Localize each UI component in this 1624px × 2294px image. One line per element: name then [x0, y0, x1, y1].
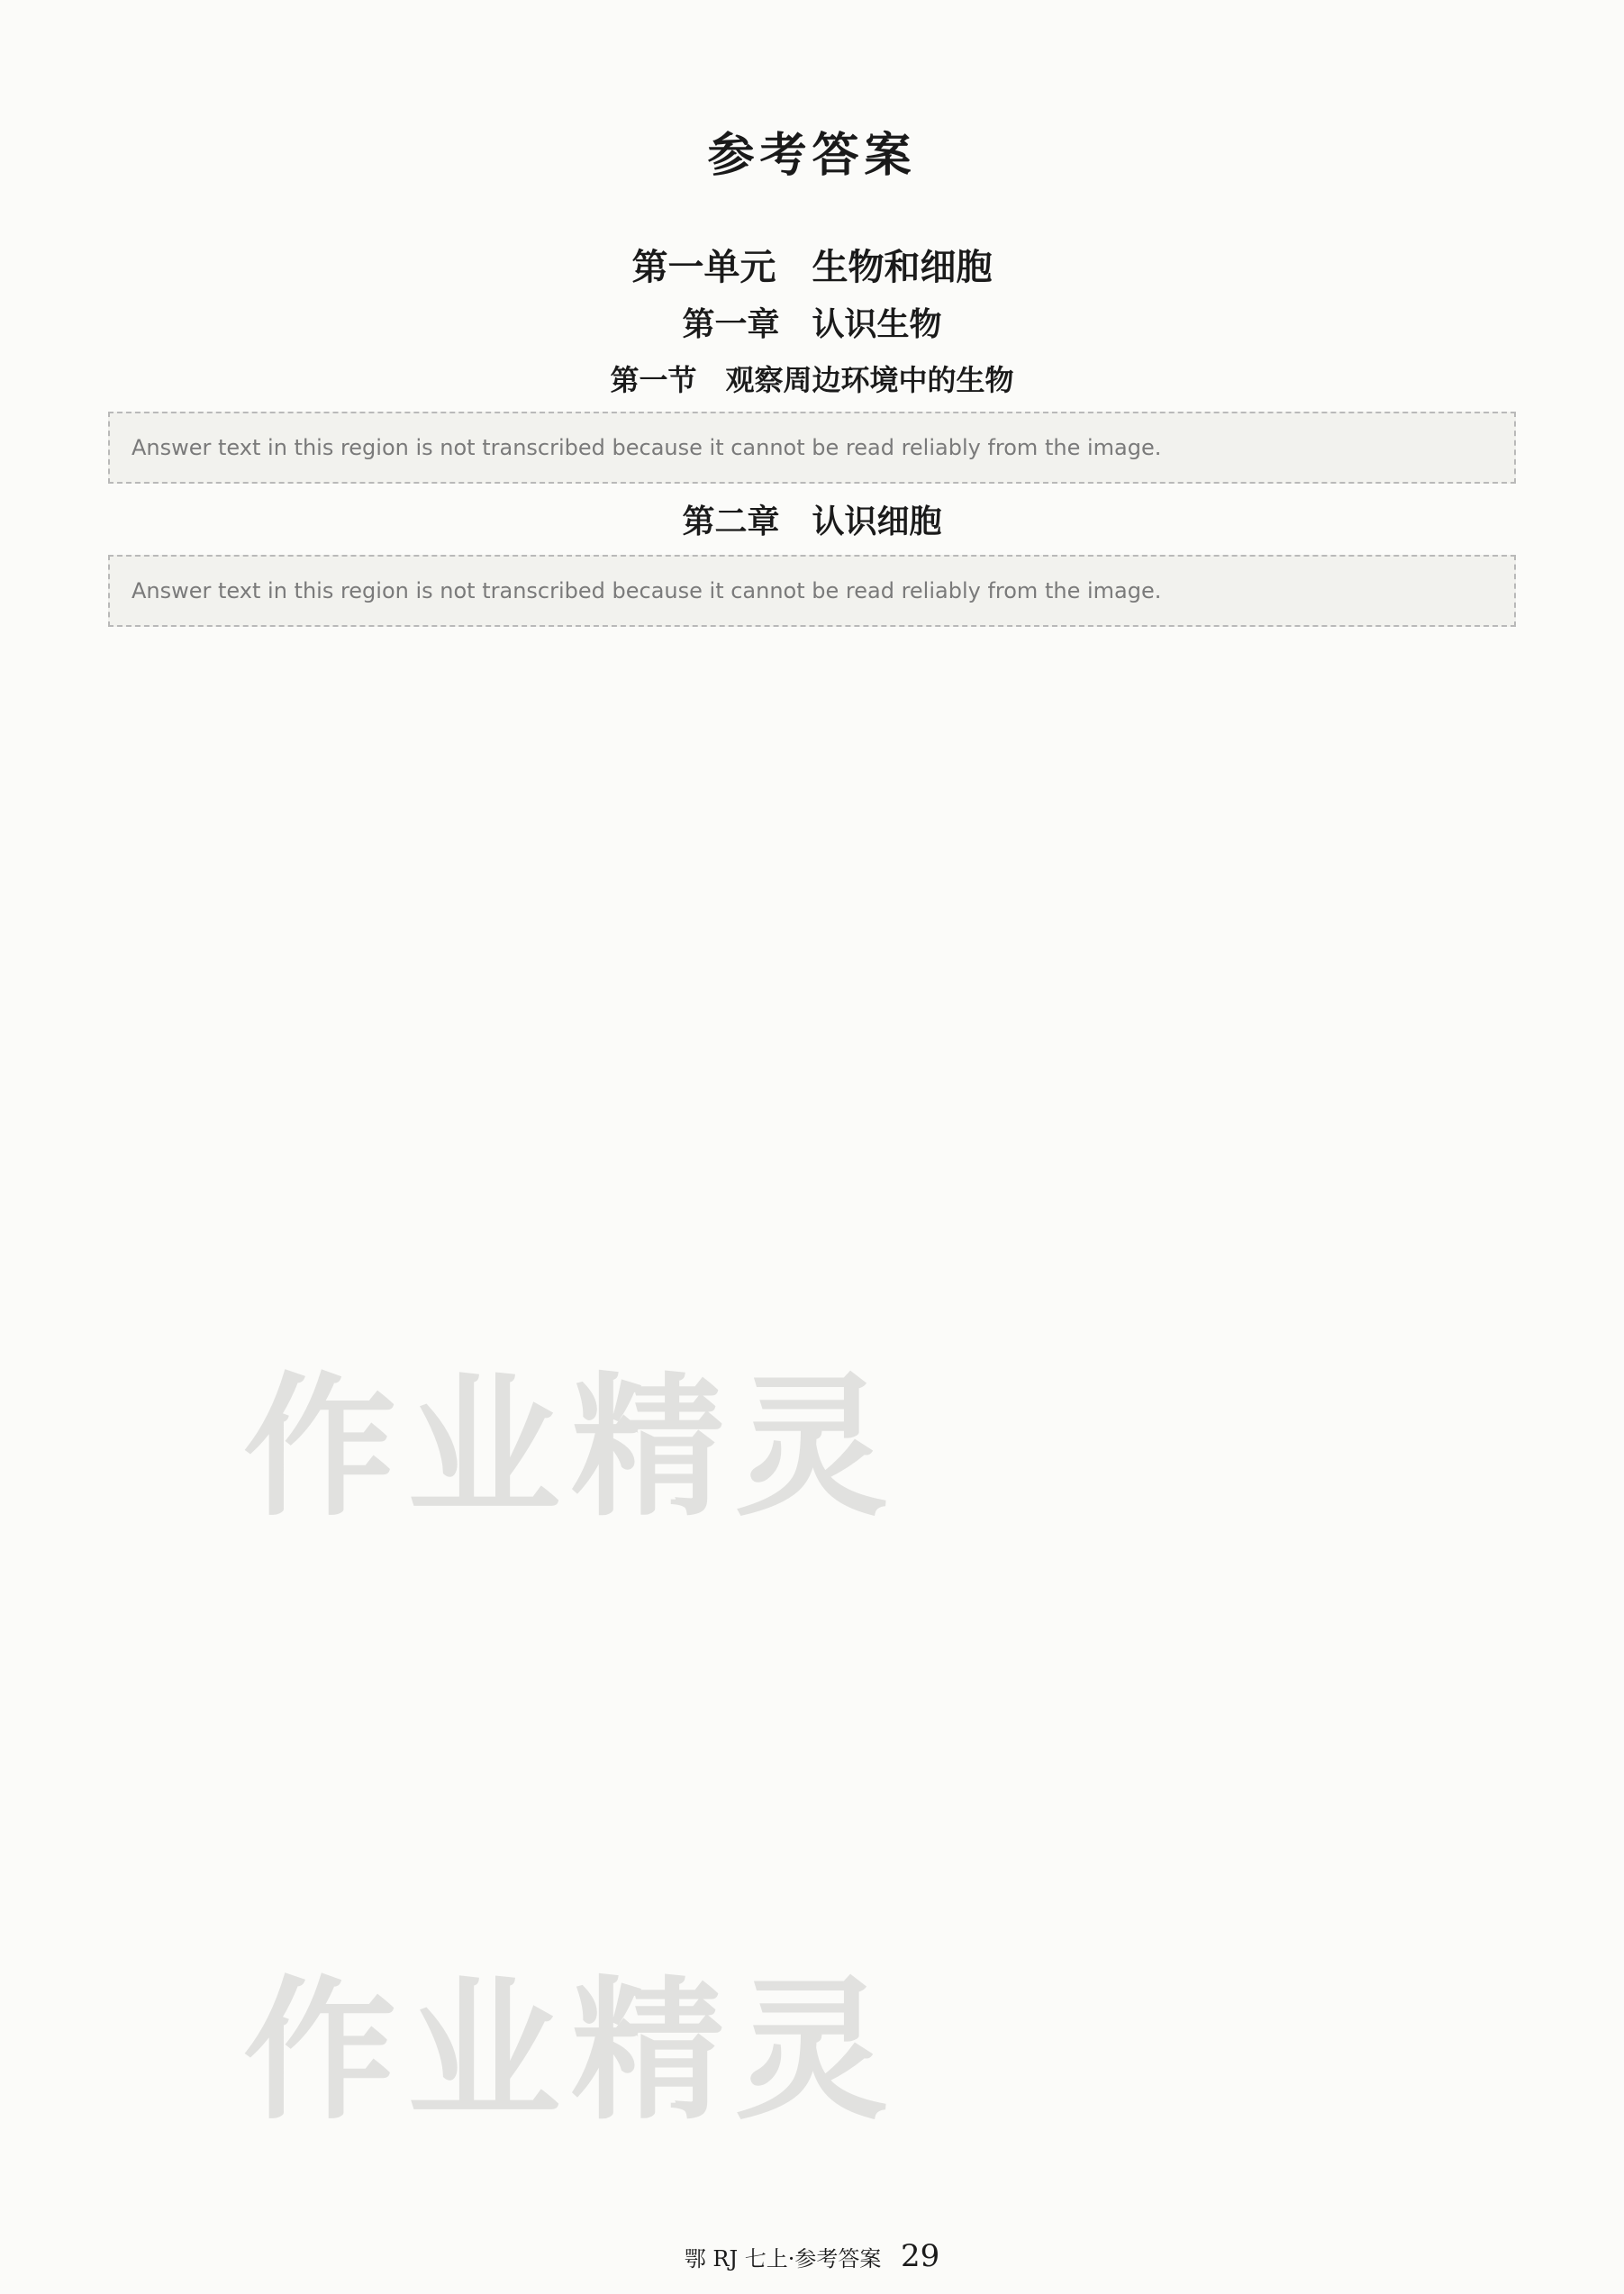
chapter-2-title: 第二章 认识细胞: [682, 503, 942, 540]
watermark: 作业精灵: [243, 1359, 900, 1537]
page-number: 29: [900, 2238, 940, 2274]
section-1-1-title: 第一节 观察周边环境中的生物: [610, 363, 1014, 397]
footer-label: 鄂 RJ 七上·参考答案: [684, 2246, 882, 2271]
answers-placeholder-2: Answer text in this region is not transcribed because it cannot be read reliably from the image.: [108, 555, 1516, 627]
page-footer: [0, 2238, 1624, 2274]
page-title: 参考答案: [707, 128, 917, 183]
answers-placeholder-1: Answer text in this region is not transcribed because it cannot be read reliably from the image.: [108, 412, 1516, 484]
watermark: 作业精灵: [243, 1963, 900, 2141]
chapter-1-title: 第一章 认识生物: [682, 305, 942, 343]
unit-title: 第一单元 生物和细胞: [631, 246, 993, 288]
